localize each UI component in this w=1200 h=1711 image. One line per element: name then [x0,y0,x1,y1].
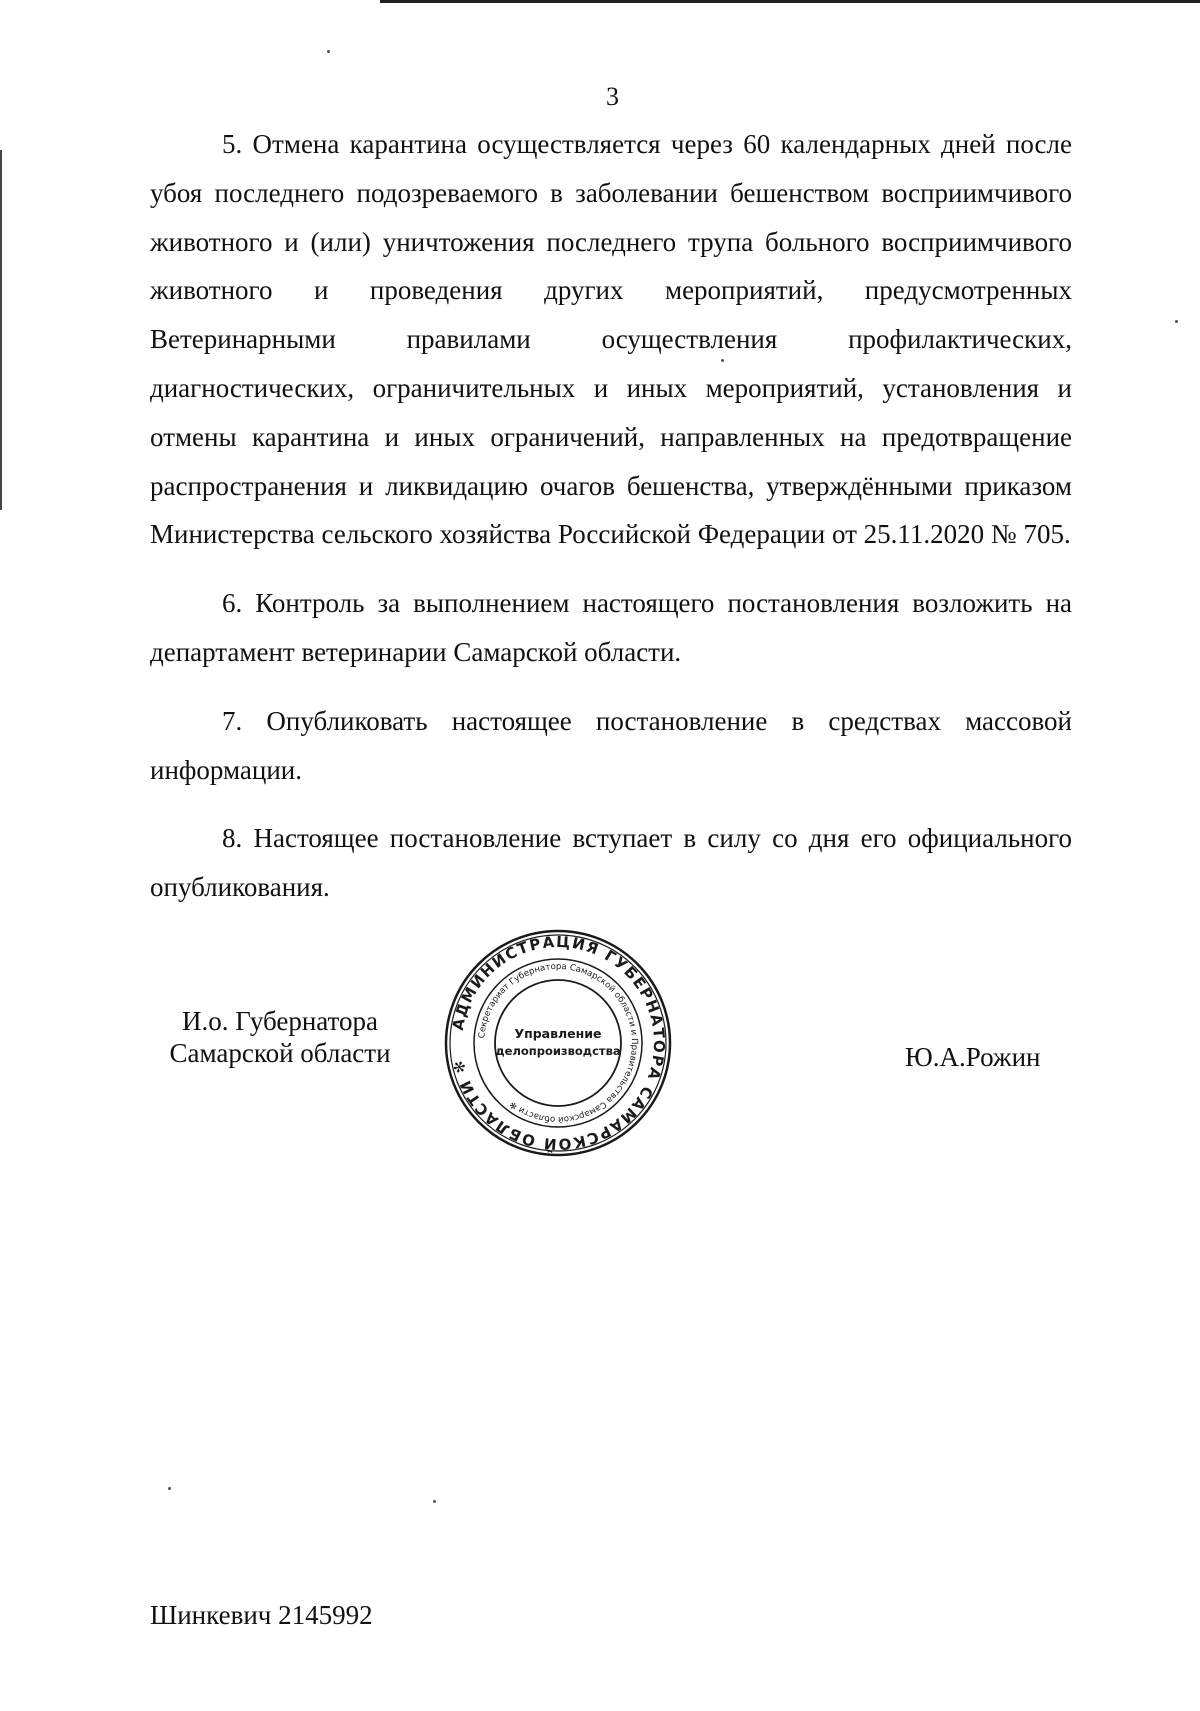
seal-outer-text: АДМИНИСТРАЦИЯ ГУБЕРНАТОРА САМАРСКОЙ ОБЛАСТИ ✻ [448,932,669,1154]
scan-speck [1175,320,1178,323]
executor-contact: Шинкевич 2145992 [150,1600,373,1630]
signatory-title-line2: Самарской области [169,1038,391,1068]
scan-speck [168,1487,171,1490]
seal-center-line1: Управление [514,1026,602,1041]
signatory-title-line1: И.о. Губернатора [181,1006,378,1036]
svg-text:Секретариат Губернатора Самарс [477,962,639,1124]
scan-speck [327,50,330,53]
scan-speck [721,359,724,362]
signatory-title [150,1005,410,1069]
paragraph-5: 5. Отмена карантина осуществляется через 60 календарных дней после убоя последнего подозреваемого в заболевании бешенством восприимчивого животного и (или) уничтожения последнего трупа больного восприимчивого животного и проведения других мероприятий, предусмотренных Ветеринарными правилами осуществления профилактических, диагностических, ограничительных и иных мероприятий, установления и отмены карантина и иных ограничений, направленных на предотвращение распространения и ликвидацию очагов бешенства, утверждёнными приказом Министерства сельского хозяйства Российской Федерации от 25.11.2020 № 705. [150,129,1072,550]
paragraph-7: 7. Опубликовать настоящее постановление в средствах массовой информации. [150,705,1072,785]
seal-center-line2: делопроизводства [495,1044,621,1058]
scan-edge-top [380,0,1200,3]
seal-inner-text: Секретариат Губернатора Самарской области и Правительства Самарской области ✻ [477,961,640,1125]
paragraph-6: 6. Контроль за выполнением настоящего постановления возложить на департамент ветеринарии Самарской области. [150,588,1072,667]
document-body [150,120,1072,912]
scan-speck [433,1500,436,1503]
scan-edge-left [0,150,2,510]
page-number: 3 [606,82,619,111]
signatory-name: Ю.А.Рожин [905,1042,1041,1072]
paragraph-8: 8. Настоящее постановление вступает в силу со дня его официального опубликования. [150,823,1072,903]
official-seal [443,928,673,1158]
